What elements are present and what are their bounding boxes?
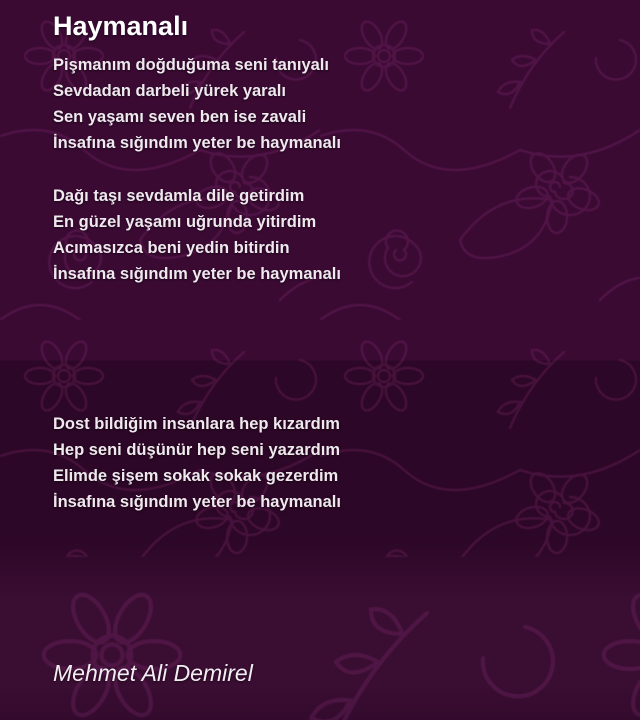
poem-title: Haymanalı	[53, 11, 189, 41]
poem-line: İnsafına sığındım yeter be haymanalı	[53, 265, 341, 283]
poem-line: En güzel yaşamı uğrunda yitirdim	[53, 213, 317, 231]
poem-line: Dağı taşı sevdamla dile getirdim	[53, 187, 305, 205]
poem-line: İnsafına sığındım yeter be haymanalı	[53, 493, 341, 511]
poem-line: Acımasızca beni yedin bitirdin	[53, 239, 290, 257]
poem-line: Sen yaşamı seven ben ise zavali	[53, 108, 307, 126]
stanza-2	[53, 183, 640, 287]
poem-line: İnsafına sığındım yeter be haymanalı	[53, 134, 341, 152]
poem-line: Dost bildiğim insanlara hep kızardım	[53, 415, 340, 433]
poem-line: Pişmanım doğduğuma seni tanıyalı	[53, 56, 329, 74]
author-name: Mehmet Ali Demirel	[53, 660, 253, 686]
poem-line: Elimde şişem sokak sokak gezerdim	[53, 467, 339, 485]
stanza-1	[53, 52, 640, 156]
poem-line: Sevdadan darbeli yürek yaralı	[53, 82, 286, 100]
poem-line: Hep seni düşünür hep seni yazardım	[53, 441, 340, 459]
stanza-3	[53, 411, 640, 515]
